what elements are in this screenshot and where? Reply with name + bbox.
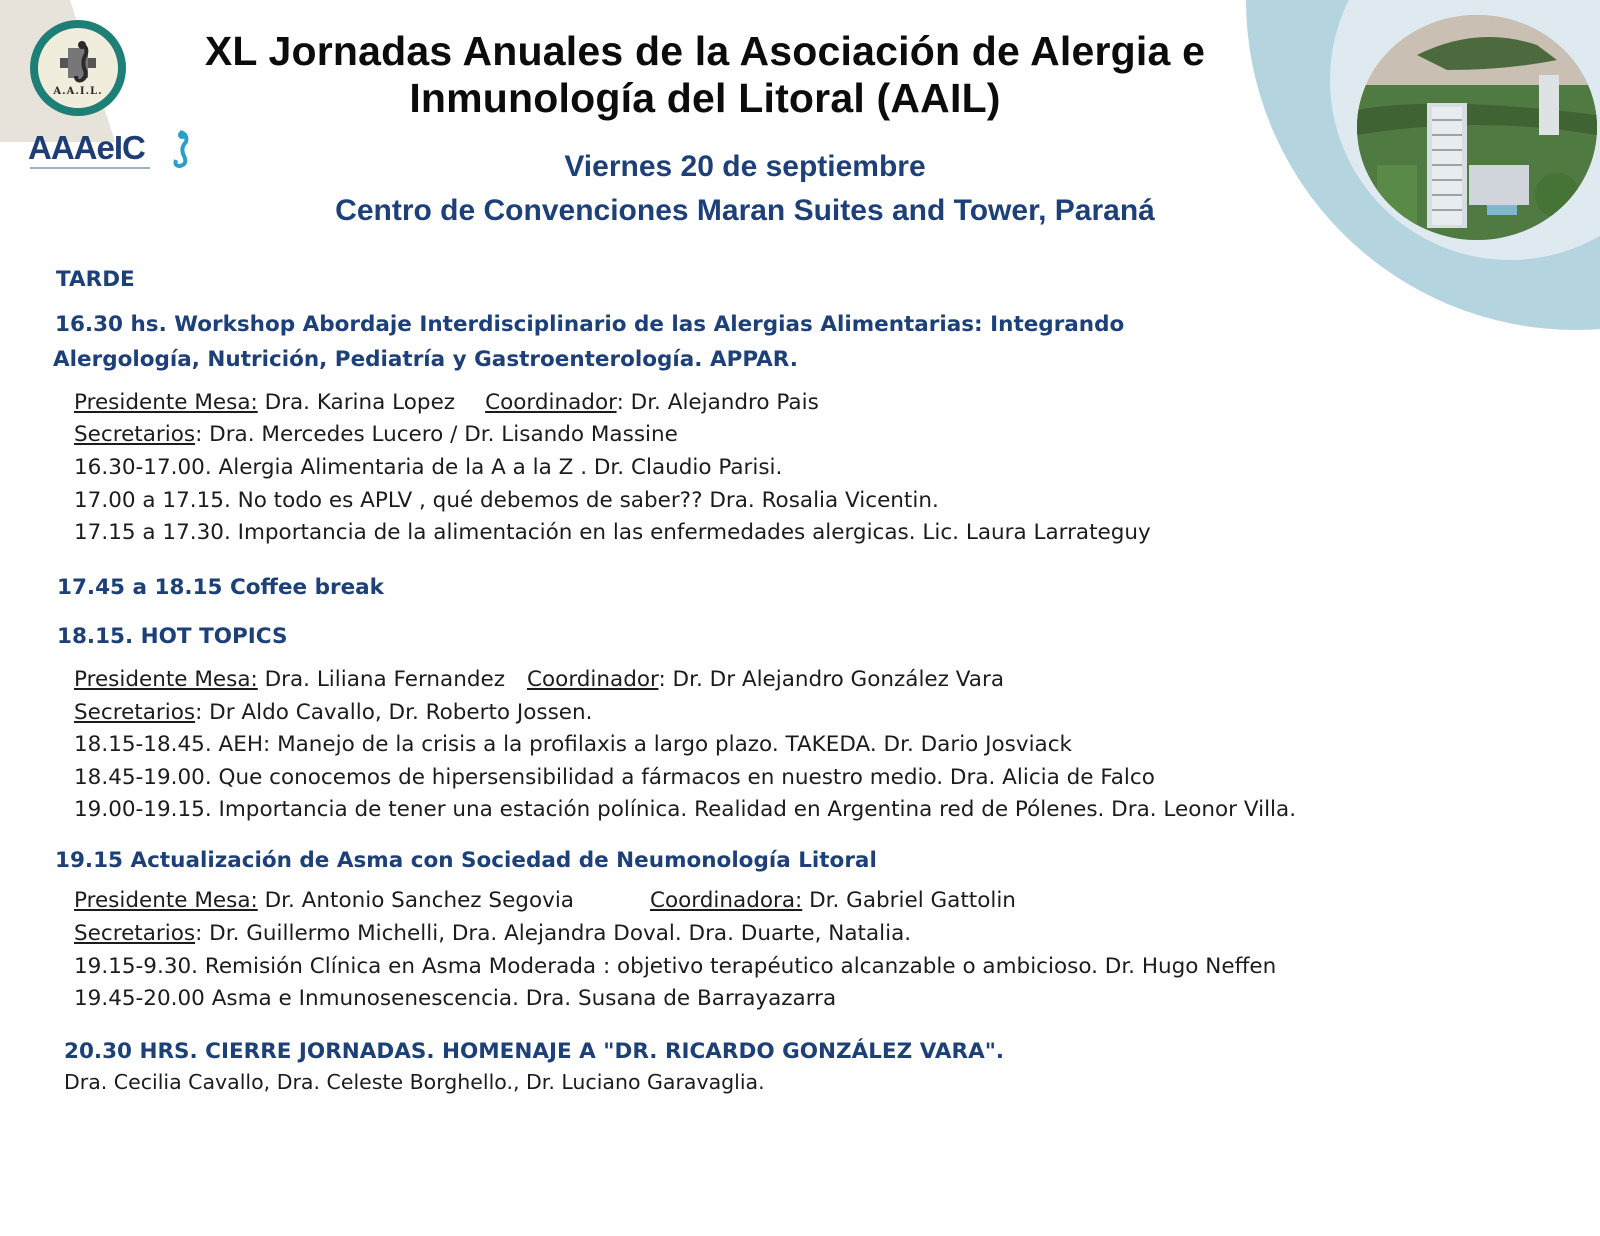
cierre-names: Dra. Cecilia Cavallo, Dra. Celeste Borghello., Dr. Luciano Garavaglia. xyxy=(64,1070,765,1094)
asma-title: 19.15 Actualización de Asma con Sociedad de Neumonología Litoral xyxy=(55,848,877,873)
coordinador-label: Coordinador xyxy=(485,390,617,415)
parana-city-photo xyxy=(1357,15,1597,240)
secretarios-names: : Dra. Mercedes Lucero / Dr. Lisando Massine xyxy=(195,422,678,447)
workshop-talk: 17.15 a 17.30. Importancia de la alimentación en las enfermedades alergicas. Lic. Laura Larrateguy xyxy=(74,520,1151,545)
workshop-title-line-2: Alergología, Nutrición, Pediatría y Gastroenterología. APPAR. xyxy=(53,347,798,372)
aaaeic-logo-text: AAAeIC xyxy=(28,129,145,166)
event-venue: Centro de Convenciones Maran Suites and Tower, Paraná xyxy=(335,194,1155,227)
coordinador-name: : Dr. Alejandro Pais xyxy=(616,390,819,415)
presidente-label: Presidente Mesa: xyxy=(74,888,258,913)
cierre-title: 20.30 HRS. CIERRE JORNADAS. HOMENAJE A "DR. RICARDO GONZÁLEZ VARA". xyxy=(64,1039,1005,1064)
hot-topics-talk: 18.15-18.45. AEH: Manejo de la crisis a la profilaxis a largo plazo. TAKEDA. Dr. Dario Josviack xyxy=(74,732,1072,757)
coffee-break: 17.45 a 18.15 Coffee break xyxy=(57,575,384,600)
title-line-2: Inmunología del Litoral (AAIL) xyxy=(409,75,1001,121)
presidente-label: Presidente Mesa: xyxy=(74,390,258,415)
aail-logo-text: A.A.I.L. xyxy=(53,86,103,97)
hot-topics-title: 18.15. HOT TOPICS xyxy=(57,624,288,649)
page-title xyxy=(170,28,1240,122)
workshop-talk: 16.30-17.00. Alergia Alimentaria de la A a la Z . Dr. Claudio Parisi. xyxy=(74,455,783,480)
coordinador-name: : Dr. Dr Alejandro González Vara xyxy=(658,667,1005,692)
presidente-label: Presidente Mesa: xyxy=(74,667,258,692)
presidente-name: Dra. Liliana Fernandez xyxy=(257,667,505,692)
workshop-authorities xyxy=(74,390,819,415)
workshop-talk: 17.00 a 17.15. No todo es APLV , qué debemos de saber?? Dra. Rosalia Vicentin. xyxy=(74,488,939,513)
secretarios-names: : Dr. Guillermo Michelli, Dra. Alejandra Doval. Dra. Duarte, Natalia. xyxy=(195,921,912,946)
presidente-name: Dra. Karina Lopez xyxy=(257,390,456,415)
hot-topics-authorities xyxy=(74,667,1004,692)
secretarios-label: Secretarios xyxy=(74,422,196,447)
coordinadora-label: Coordinadora: xyxy=(649,888,803,913)
aaaeic-logo xyxy=(28,128,145,168)
hot-topics-talk: 18.45-19.00. Que conocemos de hipersensibilidad a fármacos en nuestro medio. Dra. Alicia de Falco xyxy=(74,765,1155,790)
aaaeic-logo-underline xyxy=(30,167,150,169)
coordinador-label: Coordinador xyxy=(527,667,659,692)
presidente-name: Dr. Antonio Sanchez Segovia xyxy=(257,888,574,913)
event-date: Viernes 20 de septiembre xyxy=(564,150,926,183)
asma-talk: 19.15-9.30. Remisión Clínica en Asma Moderada : objetivo terapéutico alcanzable o ambicioso. Dr. Hugo Neffen xyxy=(74,954,1277,979)
workshop-title-line-1: 16.30 hs. Workshop Abordaje Interdisciplinario de las Alergias Alimentarias: Integrando xyxy=(55,312,1125,337)
secretarios-label: Secretarios xyxy=(74,700,196,725)
hot-topics-talk: 19.00-19.15. Importancia de tener una estación polínica. Realidad en Argentina red de Pólenes. Dra. Leonor Villa. xyxy=(74,797,1297,822)
coordinadora-name: Dr. Gabriel Gattolin xyxy=(802,888,1016,913)
secretarios-label: Secretarios xyxy=(74,921,196,946)
asma-talk: 19.45-20.00 Asma e Inmunosenescencia. Dra. Susana de Barrayazarra xyxy=(74,986,837,1011)
hot-topics-secretarios xyxy=(74,700,593,725)
title-line-1: XL Jornadas Anuales de la Asociación de Alergia e xyxy=(204,28,1206,74)
workshop-secretarios xyxy=(74,422,678,447)
tarde-heading: TARDE xyxy=(56,267,135,292)
aail-logo xyxy=(30,20,126,116)
asma-authorities xyxy=(74,888,1016,913)
asma-secretarios xyxy=(74,921,911,946)
secretarios-names: : Dr Aldo Cavallo, Dr. Roberto Jossen. xyxy=(195,700,593,725)
